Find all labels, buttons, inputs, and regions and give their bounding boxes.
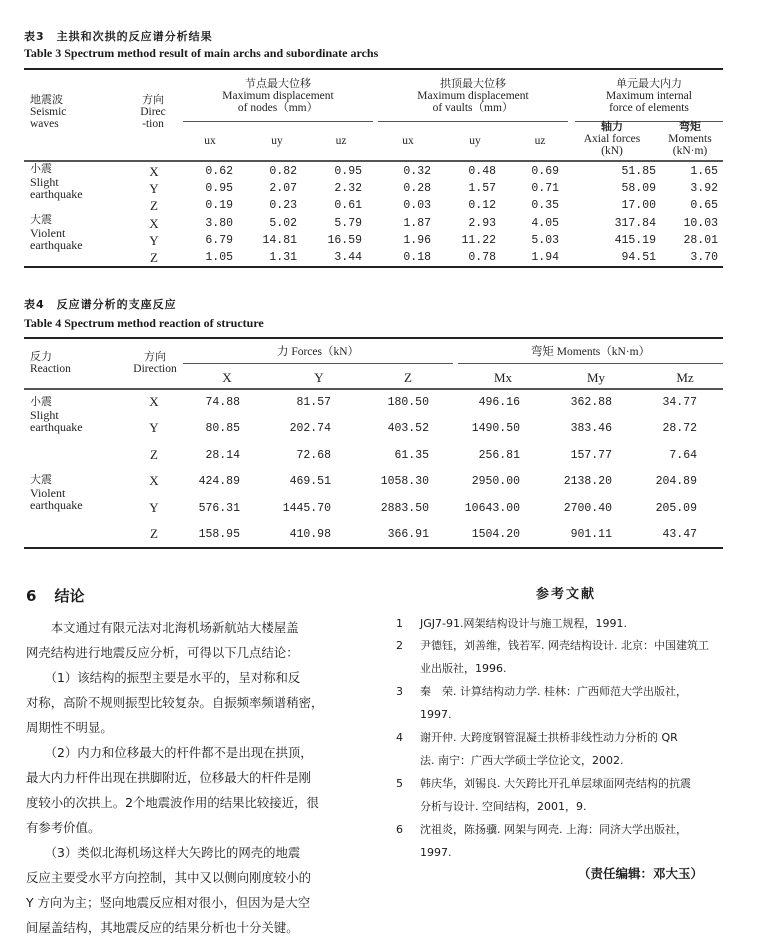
table4-cell: 205.09 xyxy=(655,502,697,515)
table3-sub-uz-vaults: uz xyxy=(534,135,546,147)
table3-header-axial-cn: 轴力 xyxy=(601,120,623,133)
table3-row-direction: X xyxy=(149,164,159,179)
table3-top-rule xyxy=(24,68,723,70)
table3-cell: 1.57 xyxy=(468,182,496,195)
table3-cell: 0.69 xyxy=(531,165,559,178)
table3-cell: 10.03 xyxy=(683,217,718,230)
table4-cell: 28.14 xyxy=(205,449,240,462)
table3-header-moment xyxy=(655,121,725,157)
table3-cell: 1.87 xyxy=(403,217,431,230)
table4-cell: 1445.70 xyxy=(282,502,331,515)
table3-nodes-rule xyxy=(183,121,373,122)
table3-header-rule xyxy=(24,160,723,162)
table3-header-seismic-cn: 地震波 xyxy=(30,93,63,106)
conclusion-line: （1）该结构的振型主要是水平的，呈对称和反 xyxy=(26,670,301,685)
table3-header-force-en1: Maximum internal xyxy=(606,90,692,102)
table3-cell: 0.23 xyxy=(269,199,297,212)
table3-cell: 17.00 xyxy=(621,199,656,212)
table4-sub-y: Y xyxy=(314,370,324,385)
table4-group-slight-en1: Slight xyxy=(30,407,59,422)
table3-cell: 1.05 xyxy=(205,251,233,264)
table4-cell: 576.31 xyxy=(198,502,240,515)
table4-bottom-rule xyxy=(24,547,723,549)
table4-cell: 10643.00 xyxy=(464,502,520,515)
table3-cell: 0.18 xyxy=(403,251,431,264)
table3-cell: 0.48 xyxy=(468,165,496,178)
table3-header-force-cn: 单元最大内力 xyxy=(616,77,682,90)
table3-header-force xyxy=(575,78,723,114)
table3-cell: 0.35 xyxy=(531,199,559,212)
conclusion-line: 有参考价值。 xyxy=(26,820,101,835)
table3-cell: 1.31 xyxy=(269,251,297,264)
conclusion-title: 结论 xyxy=(54,587,85,605)
table3-header-axial-en2: (kN) xyxy=(601,145,623,157)
table4-sub-z: Z xyxy=(404,370,412,385)
table3-cell: 0.95 xyxy=(334,165,362,178)
table4-sub-mx: Mx xyxy=(493,370,513,385)
table3-row-direction: Y xyxy=(149,181,159,196)
table4-row-direction: X xyxy=(149,394,159,409)
table3-cell: 0.71 xyxy=(531,182,559,195)
table4-cell: 43.47 xyxy=(662,528,697,541)
table4-sub-my: My xyxy=(586,370,606,385)
reference-number: 4 xyxy=(396,731,403,744)
table3-header-moment-cn: 弯矩 xyxy=(679,120,701,133)
table4-header-direction-cn: 方向 xyxy=(144,350,166,363)
reference-text: 1997. xyxy=(420,708,452,721)
reference-item xyxy=(396,772,756,818)
table4-header-reaction-cn: 反力 xyxy=(30,350,52,363)
reference-text: 秦 荣. 计算结构动力学. 桂林：广西师范大学出版社， xyxy=(420,685,687,698)
table4-cell: 80.85 xyxy=(205,422,240,435)
conclusion-number: 6 xyxy=(26,587,37,605)
table3-caption-cn: 表3 主拱和次拱的反应谱分析结果 xyxy=(24,30,213,43)
table3-cell: 0.95 xyxy=(205,182,233,195)
table4-cell: 383.46 xyxy=(570,422,612,435)
table3-group-slight-en1: Slight xyxy=(30,174,59,189)
table4-header-direction-en: Direction xyxy=(133,363,177,375)
table4-cell: 1504.20 xyxy=(471,528,520,541)
reference-item xyxy=(396,634,756,680)
table4-cell: 180.50 xyxy=(387,396,429,409)
table3-cell: 0.32 xyxy=(403,165,431,178)
table3-cell: 14.81 xyxy=(262,234,297,247)
table4-row-direction: X xyxy=(149,473,159,488)
conclusion-line: 反应主要受水平方向控制，其中又以侧向刚度较小的 xyxy=(26,870,311,885)
table3-group-violent xyxy=(30,214,83,252)
table3-cell: 5.79 xyxy=(334,217,362,230)
conclusion-line: Y 方向为主；竖向地震反应相对很小，但因为是大空 xyxy=(26,895,311,910)
table3-cell: 3.92 xyxy=(690,182,718,195)
table3-cell: 0.78 xyxy=(468,251,496,264)
reference-body xyxy=(420,634,756,680)
table3-group-slight-en2: earthquake xyxy=(30,187,83,201)
table4-header-reaction xyxy=(30,351,110,375)
table4-group-slight-en2: earthquake xyxy=(30,420,83,434)
reference-text: 法. 南宁：广西大学硕士学位论文，2002. xyxy=(420,754,624,767)
table3-group-violent-en1: Violent xyxy=(30,225,66,240)
reference-item xyxy=(396,818,756,864)
table4-caption-cn: 表4 反应谱分析的支座反应 xyxy=(24,298,177,311)
table3-cell: 2.07 xyxy=(269,182,297,195)
table3-header-moment-en1: Moments xyxy=(668,133,712,145)
reference-number: 2 xyxy=(396,639,403,652)
table3-group-violent-en2: earthquake xyxy=(30,238,83,252)
table4-cell: 2138.20 xyxy=(563,475,612,488)
table3-cell: 0.65 xyxy=(690,199,718,212)
table4-cell: 28.72 xyxy=(662,422,697,435)
conclusion-line: 间屋盖结构，其地震反应的结果分析也十分关键。 xyxy=(26,920,299,935)
table4-cell: 366.91 xyxy=(387,528,429,541)
table3-cell: 5.03 xyxy=(531,234,559,247)
table4-row-direction: Y xyxy=(149,420,159,435)
reference-text: 业出版社，1996. xyxy=(420,662,507,675)
table3-sub-uz-nodes: uz xyxy=(335,135,347,147)
table3-header-axial xyxy=(572,121,652,157)
table3-header-vaults-cn: 拱顶最大位移 xyxy=(440,77,506,90)
table3-cell: 0.61 xyxy=(334,199,362,212)
table3-cell: 11.22 xyxy=(461,234,496,247)
table3-caption-en: Table 3 Spectrum method result of main archs and subordinate archs xyxy=(24,46,379,60)
table4-group-violent xyxy=(30,474,83,512)
conclusion-line: 对称，高阶不规则振型比较复杂。自振频率频谱稍密， xyxy=(26,695,324,710)
table3-cell: 1.96 xyxy=(403,234,431,247)
table4-sub-x: X xyxy=(222,370,232,385)
reference-text: 谢开仲. 大跨度钢管混凝土拱桥非线性动力分析的 QR xyxy=(420,731,678,744)
table3-header-nodes-en1: Maximum displacement xyxy=(222,90,334,102)
table4-cell: 424.89 xyxy=(198,475,240,488)
reference-body xyxy=(420,818,756,864)
table3-cell: 2.93 xyxy=(468,217,496,230)
table3-cell: 415.19 xyxy=(614,234,656,247)
reference-body xyxy=(420,726,756,772)
table4-group-violent-en2: earthquake xyxy=(30,498,83,512)
table3-header-direction xyxy=(128,94,178,130)
table3-header-seismic xyxy=(30,94,100,130)
table4-cell: 157.77 xyxy=(570,449,612,462)
table3-cell: 0.19 xyxy=(205,199,233,212)
table4-cell: 61.35 xyxy=(394,449,429,462)
table3-sub-ux-nodes: ux xyxy=(204,135,216,147)
table3-cell: 3.70 xyxy=(690,251,718,264)
table3-cell: 0.62 xyxy=(205,165,233,178)
table3-cell: 0.28 xyxy=(403,182,431,195)
table3-cell: 28.01 xyxy=(683,234,718,247)
table3-cell: 317.84 xyxy=(614,217,656,230)
table4-cell: 2700.40 xyxy=(563,502,612,515)
table3-header-nodes-cn: 节点最大位移 xyxy=(245,77,311,90)
table3-header-seismic-en1: Seismic xyxy=(30,106,67,118)
table3-sub-uy-vaults: uy xyxy=(469,135,481,147)
table3-cell: 5.02 xyxy=(269,217,297,230)
table3-cell: 4.05 xyxy=(531,217,559,230)
table3-cell: 6.79 xyxy=(205,234,233,247)
table3-cell: 0.03 xyxy=(403,199,431,212)
table3-cell: 51.85 xyxy=(621,165,656,178)
table4-moments-rule xyxy=(458,363,723,364)
table4-header-reaction-en: Reaction xyxy=(30,363,71,375)
table4-cell: 403.52 xyxy=(387,422,429,435)
table3-cell: 58.09 xyxy=(621,182,656,195)
table3-cell: 16.59 xyxy=(327,234,362,247)
table3-row-direction: Z xyxy=(150,198,158,213)
reference-item xyxy=(396,680,756,726)
reference-number: 1 xyxy=(396,617,403,630)
conclusion-line: （3）类似北海机场这样大矢跨比的网壳的地震 xyxy=(26,845,301,860)
reference-text: 韩庆华，刘锡良. 大矢跨比开孔单层球面网壳结构的抗震 xyxy=(420,777,691,790)
reference-number: 5 xyxy=(396,777,403,790)
table4-cell: 2950.00 xyxy=(471,475,520,488)
table4-top-rule xyxy=(24,337,723,339)
reference-number: 3 xyxy=(396,685,403,698)
table4-cell: 1490.50 xyxy=(471,422,520,435)
table4-group-violent-en1: Violent xyxy=(30,485,66,500)
reference-text: 分析与设计. 空间结构，2001，9. xyxy=(420,800,587,813)
reference-body xyxy=(420,772,756,818)
references-title: 参考文献 xyxy=(536,587,597,602)
table3-cell: 2.32 xyxy=(334,182,362,195)
reference-text: 1997. xyxy=(420,846,452,859)
table4-group-violent-cn: 大震 xyxy=(30,473,52,486)
conclusion-body xyxy=(26,615,366,940)
table4-cell: 74.88 xyxy=(205,396,240,409)
table3-cell: 94.51 xyxy=(621,251,656,264)
table3-header-vaults-en1: Maximum displacement xyxy=(417,90,529,102)
table4-row-direction: Z xyxy=(150,526,158,541)
table4-row-direction: Y xyxy=(149,500,159,515)
table3-sub-ux-vaults: ux xyxy=(402,135,414,147)
table3-cell: 0.82 xyxy=(269,165,297,178)
reference-text: JGJ7-91.网架结构设计与施工规程，1991. xyxy=(420,617,627,630)
table4-cell: 362.88 xyxy=(570,396,612,409)
table3-header-vaults-en2: of vaults（mm） xyxy=(432,102,514,114)
table3-cell: 1.65 xyxy=(690,165,718,178)
table3-header-direction-en1: Direc xyxy=(140,106,166,118)
table3-header-moment-en2: (kN·m) xyxy=(672,145,708,157)
table3-header-vaults xyxy=(378,78,568,114)
table4-cell: 158.95 xyxy=(198,528,240,541)
reference-text: 尹德钰，刘善维，钱若军. 网壳结构设计. 北京：中国建筑工 xyxy=(420,639,709,652)
table4-cell: 72.68 xyxy=(296,449,331,462)
reference-body xyxy=(420,612,756,635)
table4-forces-rule xyxy=(183,363,453,364)
table4-caption-en: Table 4 Spectrum method reaction of structure xyxy=(24,316,264,330)
table3-cell: 3.80 xyxy=(205,217,233,230)
conclusion-line: 本文通过有限元法对北海机场新航站大楼屋盖 xyxy=(26,620,299,635)
reference-body xyxy=(420,680,756,726)
table4-header-rule xyxy=(24,388,723,390)
table4-cell: 202.74 xyxy=(289,422,331,435)
conclusion-line: 周期性不明显。 xyxy=(26,720,113,735)
table4-header-direction xyxy=(125,351,185,375)
conclusion-line: 度较小的次拱上。2个地震波作用的结果比较接近，很 xyxy=(26,795,319,810)
table4-cell: 81.57 xyxy=(296,396,331,409)
table4-row-direction: Z xyxy=(150,447,158,462)
table4-group-slight-cn: 小震 xyxy=(30,395,52,408)
table3-header-nodes xyxy=(183,78,373,114)
table3-group-violent-cn: 大震 xyxy=(30,213,52,226)
reference-item xyxy=(396,726,756,772)
table4-cell: 1058.30 xyxy=(380,475,429,488)
table4-cell: 34.77 xyxy=(662,396,697,409)
reference-text: 沈祖炎，陈扬骥. 网架与网壳. 上海：同济大学出版社， xyxy=(420,823,687,836)
table3-header-direction-cn: 方向 xyxy=(142,93,164,106)
table4-header-forces: 力 Forces（kN） xyxy=(276,346,360,358)
table4-header-moments: 弯矩 Moments（kN·m） xyxy=(530,346,651,358)
table4-sub-mz: Mz xyxy=(676,370,694,385)
table4-cell: 2883.50 xyxy=(380,502,429,515)
conclusion-heading xyxy=(26,585,84,606)
conclusion-line: 最大内力杆件出现在拱脚附近，位移最大的杆件是刚 xyxy=(26,770,311,785)
conclusion-line: （2）内力和位移最大的杆件都不是出现在拱顶， xyxy=(26,745,313,760)
table3-header-direction-en2: -tion xyxy=(142,118,164,130)
table4-cell: 410.98 xyxy=(289,528,331,541)
table3-sub-uy-nodes: uy xyxy=(271,135,283,147)
table3-cell: 0.12 xyxy=(468,199,496,212)
table3-header-seismic-en2: waves xyxy=(30,118,59,130)
table4-cell: 7.64 xyxy=(669,449,697,462)
table4-cell: 901.11 xyxy=(570,528,612,541)
table3-row-direction: Z xyxy=(150,250,158,265)
table3-header-axial-en1: Axial forces xyxy=(583,133,641,145)
table3-group-slight xyxy=(30,163,83,201)
table3-vaults-rule xyxy=(378,121,568,122)
reference-item xyxy=(396,612,756,635)
table3-header-nodes-en2: of nodes（mm） xyxy=(237,102,319,114)
table4-cell: 496.16 xyxy=(478,396,520,409)
table4-cell: 204.89 xyxy=(655,475,697,488)
conclusion-line: 网壳结构进行地震反应分析，可得以下几点结论： xyxy=(26,645,299,660)
table3-group-slight-cn: 小震 xyxy=(30,162,52,175)
table3-cell: 1.94 xyxy=(531,251,559,264)
table3-header-force-en2: force of elements xyxy=(609,102,689,114)
table4-group-slight xyxy=(30,396,83,434)
table4-cell: 469.51 xyxy=(289,475,331,488)
editor-note: （责任编辑：邓大玉） xyxy=(578,866,704,881)
table3-bottom-rule xyxy=(24,266,723,268)
table3-row-direction: Y xyxy=(149,233,159,248)
reference-number: 6 xyxy=(396,823,403,836)
table3-cell: 3.44 xyxy=(334,251,362,264)
table3-row-direction: X xyxy=(149,216,159,231)
table4-cell: 256.81 xyxy=(478,449,520,462)
